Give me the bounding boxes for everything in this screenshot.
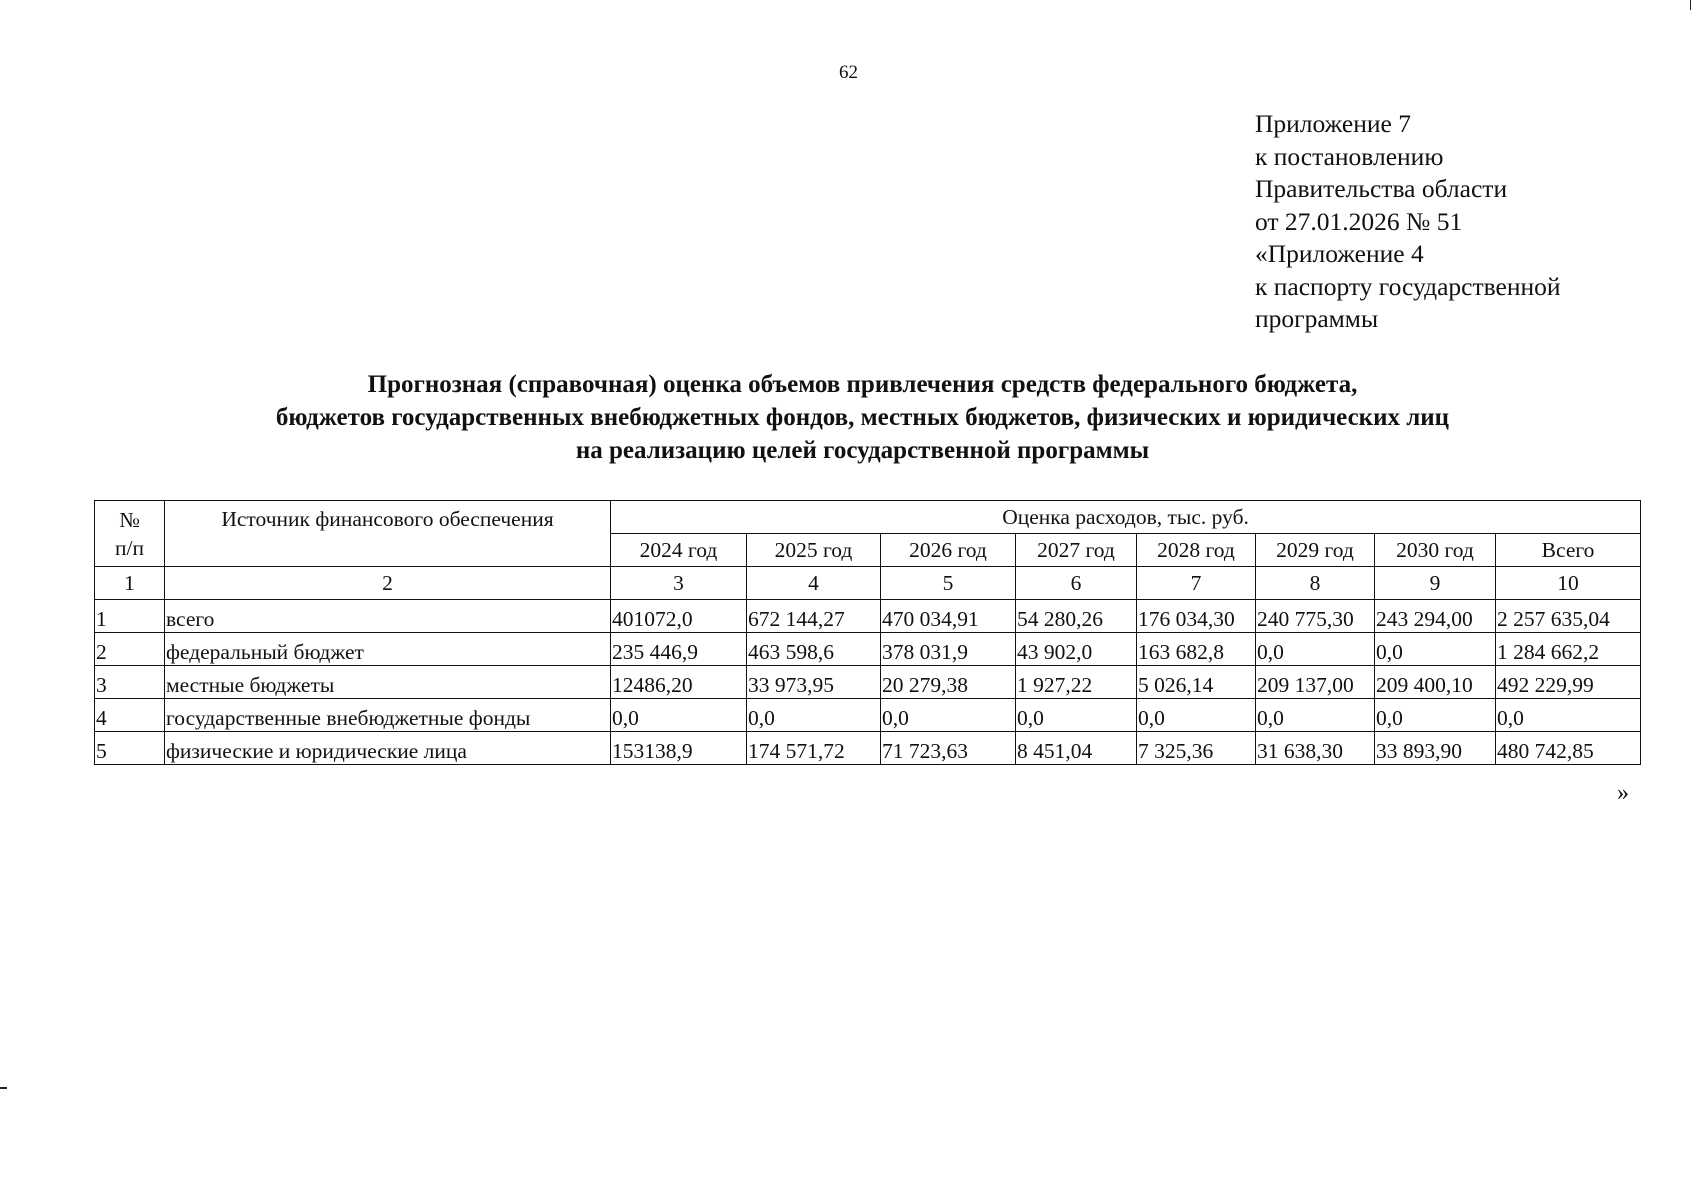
table-row xyxy=(95,666,1641,699)
column-number: 8 xyxy=(1256,567,1375,600)
appendix-line: от 27.01.2026 № 51 xyxy=(1255,206,1463,236)
cell-value: 0,0 xyxy=(611,699,747,732)
row-number: 1 xyxy=(95,600,165,633)
cell-value: 1 927,22 xyxy=(1016,666,1137,699)
cell-value: 378 031,9 xyxy=(881,633,1016,666)
cell-value: 235 446,9 xyxy=(611,633,747,666)
cell-total: 0,0 xyxy=(1496,699,1641,732)
cell-total: 1 284 662,2 xyxy=(1496,633,1641,666)
appendix-line: программы xyxy=(1255,304,1379,333)
cell-value: 0,0 xyxy=(747,699,881,732)
row-source: всего xyxy=(165,600,611,633)
cell-value: 0,0 xyxy=(1016,699,1137,732)
table-row xyxy=(95,699,1641,732)
appendix-line: «Приложение 4 xyxy=(1255,239,1424,268)
cell-value: 243 294,00 xyxy=(1375,600,1496,633)
header-estimate: Оценка расходов, тыс. руб. xyxy=(611,501,1641,534)
cell-value: 33 973,95 xyxy=(747,666,881,699)
scan-artifact-mark xyxy=(0,1087,7,1089)
cell-value: 0,0 xyxy=(881,699,1016,732)
cell-value: 31 638,30 xyxy=(1256,732,1375,765)
row-number: 5 xyxy=(95,732,165,765)
cell-value: 0,0 xyxy=(1256,633,1375,666)
header-number xyxy=(95,501,165,567)
column-number-row xyxy=(95,567,1641,600)
cell-value: 43 902,0 xyxy=(1016,633,1137,666)
cell-value: 0,0 xyxy=(1375,633,1496,666)
cell-value: 672 144,27 xyxy=(747,600,881,633)
row-number: 2 xyxy=(95,633,165,666)
cell-value: 163 682,8 xyxy=(1137,633,1256,666)
cell-value: 153138,9 xyxy=(611,732,747,765)
header-year: 2024 год xyxy=(611,534,747,567)
cell-value: 0,0 xyxy=(1375,699,1496,732)
cell-value: 470 034,91 xyxy=(881,600,1016,633)
title-line: на реализацию целей государственной программы xyxy=(575,437,1150,464)
document-title xyxy=(0,368,1697,467)
cell-total: 2 257 635,04 xyxy=(1496,600,1641,633)
row-source: физические и юридические лица xyxy=(165,732,611,765)
cell-value: 7 325,36 xyxy=(1137,732,1256,765)
cell-value: 174 571,72 xyxy=(747,732,881,765)
cell-value: 8 451,04 xyxy=(1016,732,1137,765)
header-year: 2027 год xyxy=(1016,534,1137,567)
row-number: 4 xyxy=(95,699,165,732)
cell-value: 5 026,14 xyxy=(1137,666,1256,699)
cell-value: 12486,20 xyxy=(611,666,747,699)
header-source: Источник финансового обеспечения xyxy=(165,501,611,567)
header-number-line1: № xyxy=(119,507,140,532)
cell-value: 209 137,00 xyxy=(1256,666,1375,699)
cell-value: 71 723,63 xyxy=(881,732,1016,765)
table-row xyxy=(95,732,1641,765)
cell-value: 54 280,26 xyxy=(1016,600,1137,633)
title-line: Прогнозная (справочная) оценка объемов привлечения средств федерального бюджета, xyxy=(367,371,1358,398)
appendix-line: к паспорту государственной xyxy=(1255,271,1561,301)
appendix-line: к постановлению xyxy=(1255,141,1444,171)
row-source: федеральный бюджет xyxy=(165,633,611,666)
page-number: 62 xyxy=(839,62,858,83)
closing-quote: » xyxy=(1617,780,1629,806)
appendix-block xyxy=(1255,108,1561,336)
cell-value: 0,0 xyxy=(1137,699,1256,732)
cell-value: 209 400,10 xyxy=(1375,666,1496,699)
header-year: 2028 год xyxy=(1137,534,1256,567)
cell-value: 20 279,38 xyxy=(881,666,1016,699)
table-row xyxy=(95,600,1641,633)
row-number: 3 xyxy=(95,666,165,699)
cell-total: 480 742,85 xyxy=(1496,732,1641,765)
column-number: 2 xyxy=(165,567,611,600)
header-year: 2025 год xyxy=(747,534,881,567)
appendix-line: Правительства области xyxy=(1255,174,1508,203)
cell-total: 492 229,99 xyxy=(1496,666,1641,699)
column-number: 7 xyxy=(1137,567,1256,600)
cell-value: 176 034,30 xyxy=(1137,600,1256,633)
cell-value: 463 598,6 xyxy=(747,633,881,666)
column-number: 10 xyxy=(1496,567,1641,600)
column-number: 4 xyxy=(747,567,881,600)
header-year: 2030 год xyxy=(1375,534,1496,567)
column-number: 6 xyxy=(1016,567,1137,600)
row-source: государственные внебюджетные фонды xyxy=(165,699,611,732)
header-total: Всего xyxy=(1496,534,1641,567)
cell-value: 33 893,90 xyxy=(1375,732,1496,765)
header-number-line2: п/п xyxy=(115,535,144,560)
scan-artifact-mark xyxy=(1690,0,1691,10)
cell-value: 401072,0 xyxy=(611,600,747,633)
column-number: 1 xyxy=(95,567,165,600)
cell-value: 0,0 xyxy=(1256,699,1375,732)
row-source: местные бюджеты xyxy=(165,666,611,699)
column-number: 9 xyxy=(1375,567,1496,600)
appendix-line: Приложение 7 xyxy=(1255,109,1411,138)
funding-table xyxy=(94,500,1641,765)
column-number: 5 xyxy=(881,567,1016,600)
cell-value: 240 775,30 xyxy=(1256,600,1375,633)
header-year: 2029 год xyxy=(1256,534,1375,567)
header-year: 2026 год xyxy=(881,534,1016,567)
title-line: бюджетов государственных внебюджетных фондов, местных бюджетов, физических и юридических лиц xyxy=(275,404,1450,431)
column-number: 3 xyxy=(611,567,747,600)
table-row xyxy=(95,633,1641,666)
